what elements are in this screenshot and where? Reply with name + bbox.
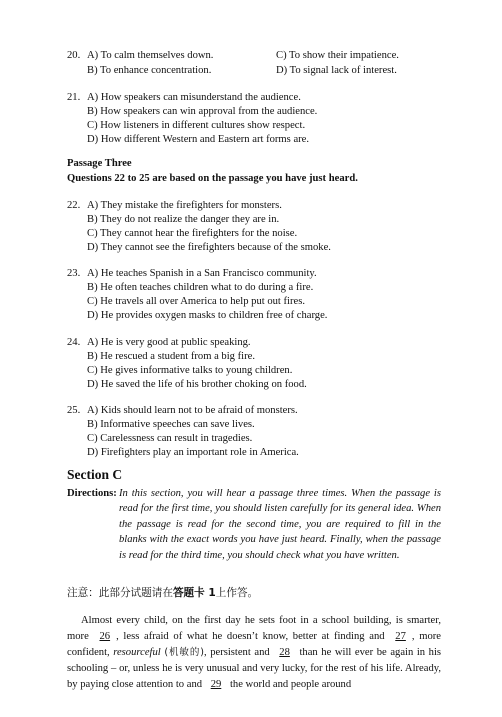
option-b: B) He often teaches children what to do during a fire.	[87, 282, 314, 293]
option-b: B) Informative speeches can save lives.	[87, 419, 255, 430]
directions-label: Directions:	[67, 488, 117, 499]
passage-text: , less afraid of what he doesn’t know, better at finding and	[116, 631, 385, 642]
option-d: D) They cannot see the firefighters because of the smoke.	[87, 242, 331, 253]
option-b: B) How speakers can win approval from the audience.	[87, 106, 318, 117]
option-b: B) He rescued a student from a big fire.	[87, 351, 255, 362]
option-d: D) He provides oxygen masks to children free of charge.	[87, 310, 328, 321]
section-c-title: Section C	[67, 467, 123, 482]
option-a: A) To calm themselves down.	[87, 50, 214, 61]
question-number: 24.	[67, 337, 81, 348]
blank-28[interactable]: 28	[279, 647, 290, 658]
passage-text: the world and people around	[229, 679, 352, 690]
option-c: C) He gives informative talks to young children.	[87, 365, 293, 376]
option-b: B) To enhance concentration.	[87, 65, 212, 76]
option-d: D) How different Western and Eastern art forms are.	[87, 134, 310, 145]
option-a: A) They mistake the firefighters for monsters.	[87, 200, 282, 211]
option-d: D) He saved the life of his brother choking on food.	[87, 379, 307, 390]
option-c: C) How listeners in different cultures show respect.	[87, 120, 306, 131]
answer-sheet-note	[67, 585, 258, 600]
note-prefix: 注意：此部分试题请在	[67, 587, 173, 599]
option-b: B) They do not realize the danger they are in.	[87, 214, 280, 225]
option-c: C) To show their impatience.	[276, 50, 399, 61]
passage-three-title: Passage Three	[67, 158, 132, 169]
resourceful-word: resourceful	[113, 647, 161, 658]
blank-27[interactable]: 27	[395, 631, 406, 642]
chinese-gloss: (机敏的)	[164, 647, 204, 658]
passage-text: , more confident,	[67, 631, 441, 658]
question-number: 22.	[67, 200, 81, 211]
passage-text: , persistent and	[203, 647, 270, 658]
option-a: A) He is very good at public speaking.	[87, 337, 251, 348]
option-d: D) To signal lack of interest.	[276, 65, 397, 76]
question-number: 21.	[67, 92, 81, 103]
question-number: 25.	[67, 405, 81, 416]
passage-text: Almost every child, on the first day he sets foot in a school building, is smarter, more	[67, 615, 441, 642]
option-c: C) They cannot hear the firefighters for the noise.	[87, 228, 298, 239]
note-bold: 答题卡 1	[172, 587, 216, 599]
directions-text: In this section, you will hear a passage three times. When the passage is read for the first time, you should listen carefully for its general idea. When the passage is read for the second time, you are required to fill in the blanks with the exact words you have just heard. Finally, when the passage is read for the third time, you should check what you have written.	[119, 488, 441, 561]
dictation-passage	[67, 613, 441, 693]
option-c: C) Carelessness can result in tragedies.	[87, 433, 253, 444]
blank-29[interactable]: 29	[210, 679, 222, 690]
option-a: A) Kids should learn not to be afraid of monsters.	[87, 405, 298, 416]
option-d: D) Firefighters play an important role in America.	[87, 447, 299, 458]
passage-three-instruction: Questions 22 to 25 are based on the passage you have just heard.	[67, 173, 358, 184]
question-number: 20.	[67, 50, 81, 61]
passage-text: than he will ever be again in his schooling – or, unless he is very unusual and very lucky, for the rest of his life. Already, by paying close attention to and	[67, 647, 442, 690]
blank-26[interactable]: 26	[99, 631, 111, 642]
note-suffix: 上作答。	[215, 587, 259, 599]
option-a: A) He teaches Spanish in a San Francisco community.	[87, 268, 317, 279]
option-c: C) He travels all over America to help put out fires.	[87, 296, 305, 307]
option-a: A) How speakers can misunderstand the audience.	[87, 92, 301, 103]
question-number: 23.	[67, 268, 81, 279]
